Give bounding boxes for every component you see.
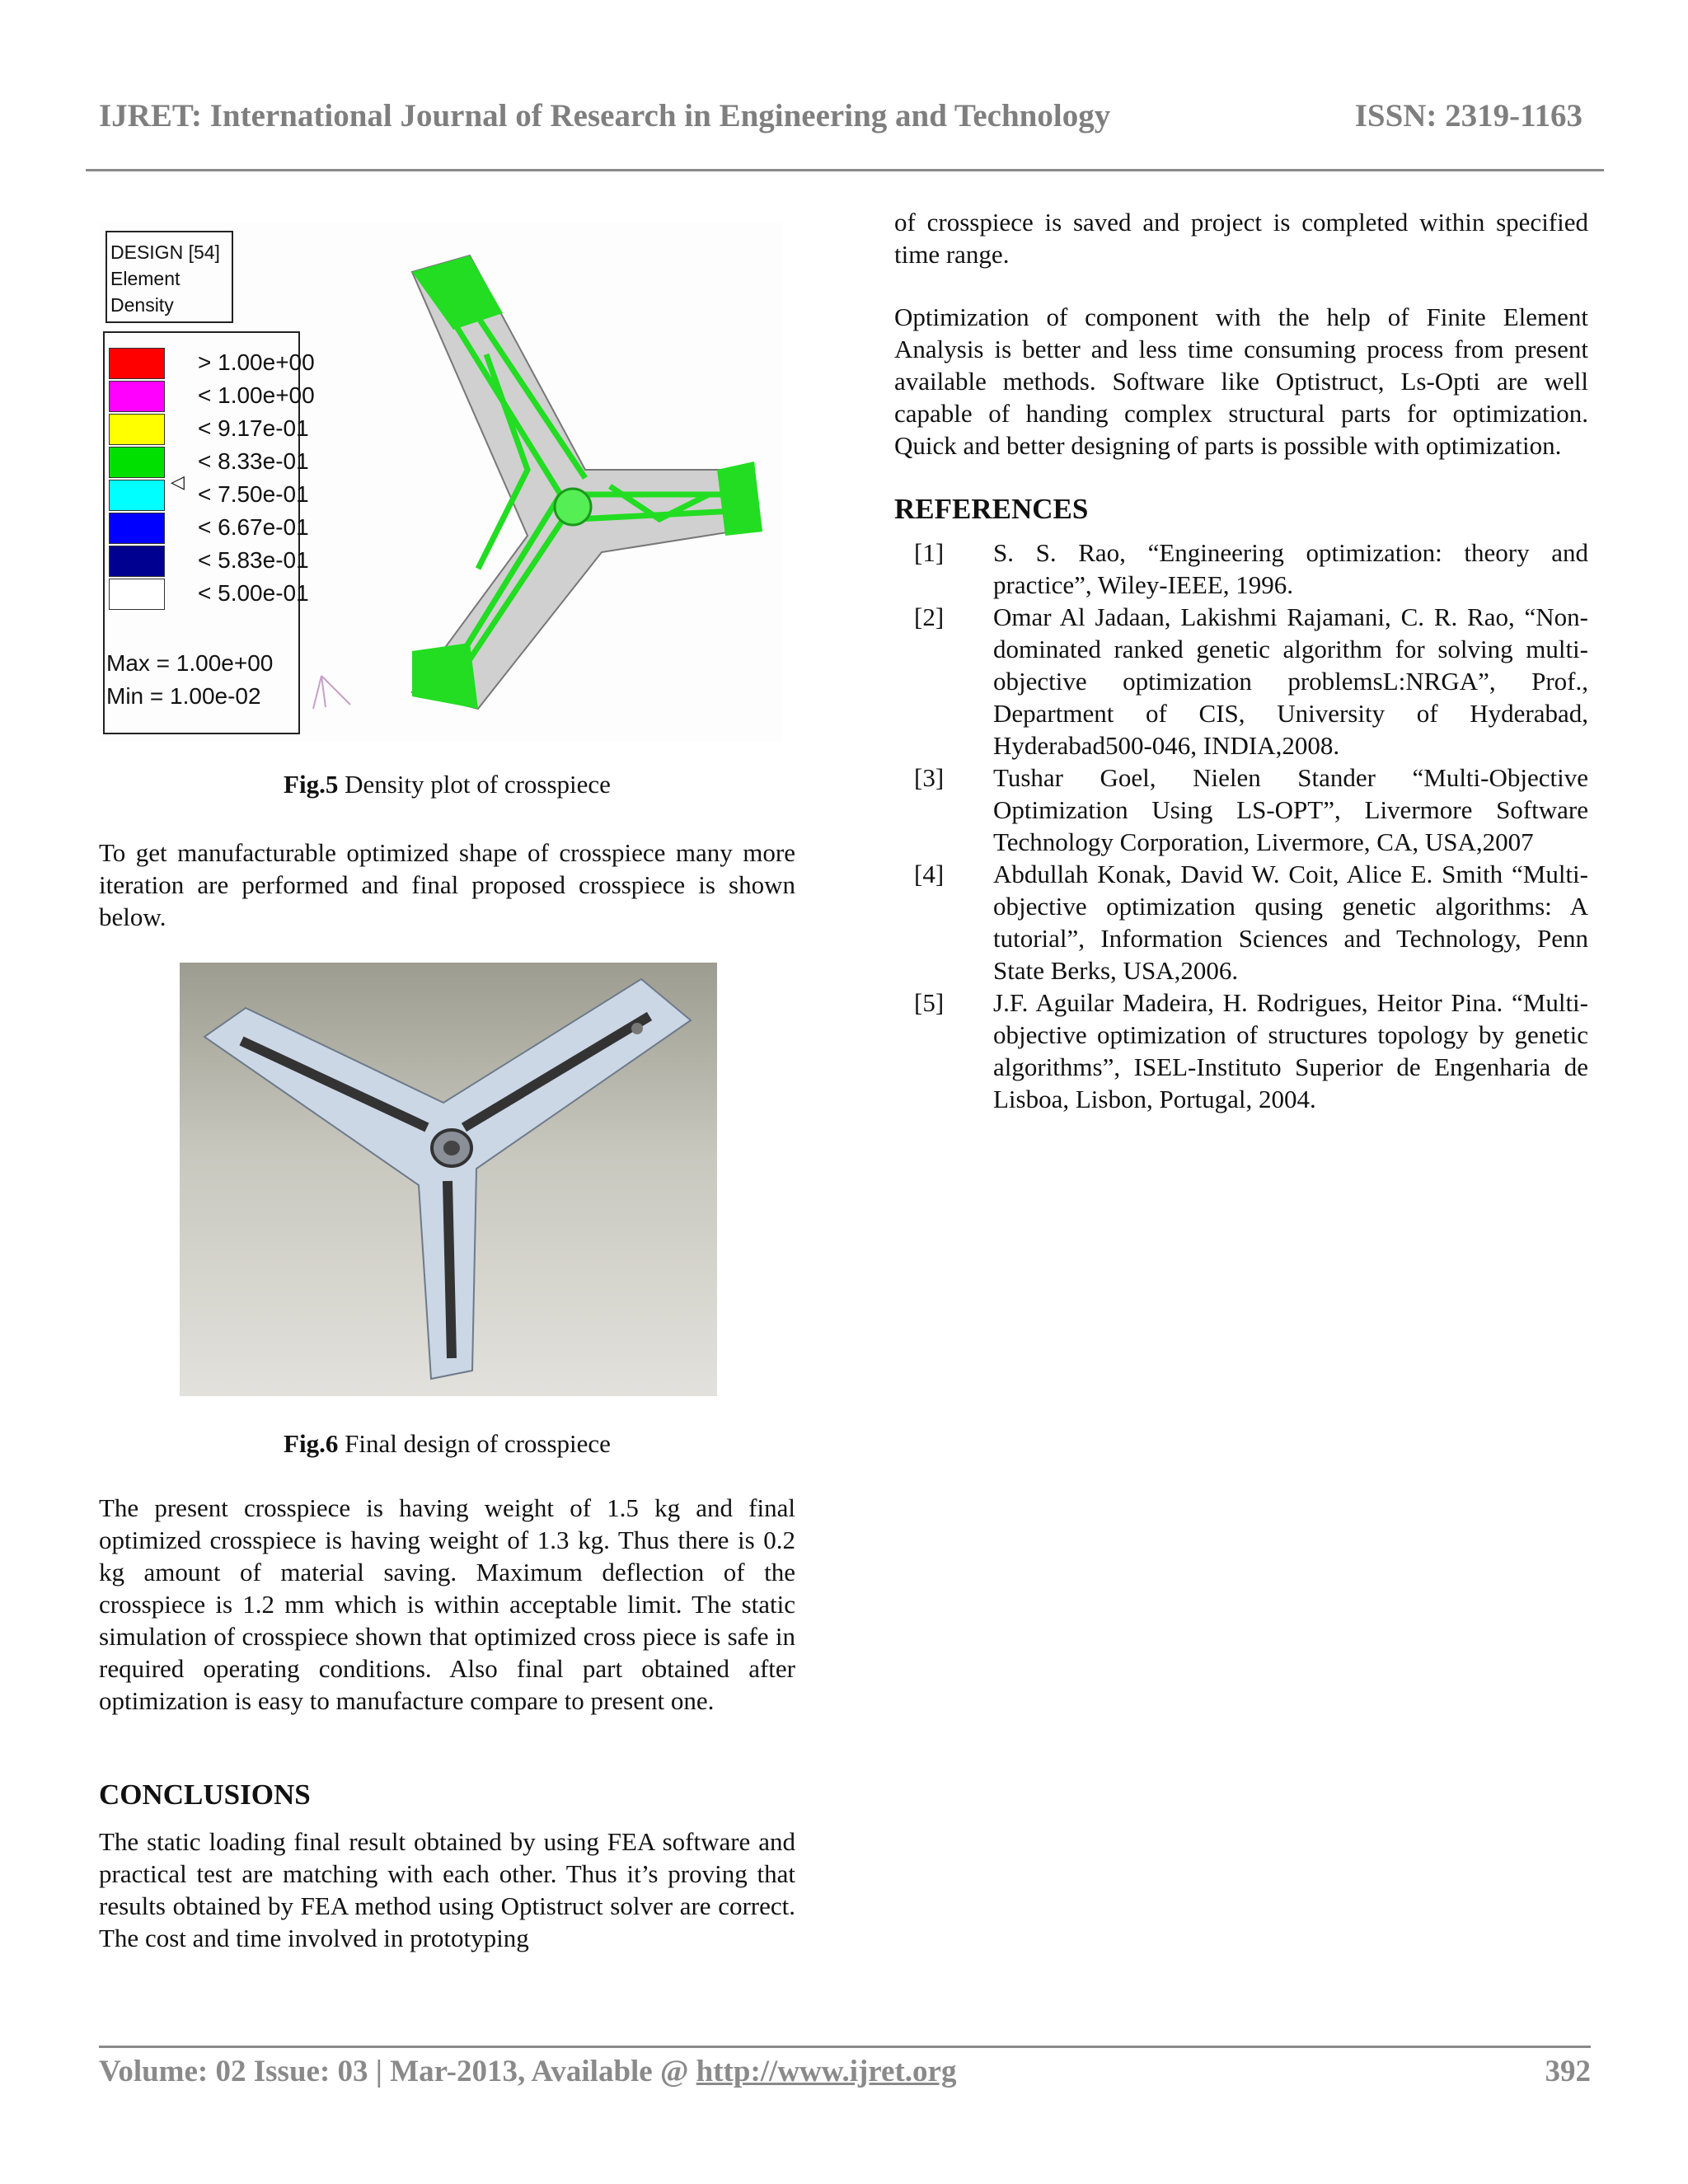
reference-text: Abdullah Konak, David W. Coit, Alice E. Smith “Multi-objective optimization qusing genetic algorithms: A tutorial”, Information Sciences and Technology, Penn State Berks, USA,2006. xyxy=(993,860,1588,985)
legend-swatch xyxy=(109,414,165,445)
crosspiece-final-shape xyxy=(180,963,717,1396)
min-value: Min = 1.00e-02 xyxy=(106,683,261,709)
figure-6-final-design xyxy=(180,963,717,1396)
conclusions-heading: CONCLUSIONS xyxy=(99,1779,311,1811)
reference-item xyxy=(894,762,1588,858)
references-list xyxy=(894,537,1588,1115)
legend-swatch xyxy=(109,381,165,412)
legend-title-box xyxy=(106,231,233,323)
reference-number: [2] xyxy=(914,602,945,631)
legend-swatch xyxy=(109,447,165,478)
legend-label: < 7.50e-01 xyxy=(198,481,309,507)
header-rule xyxy=(86,169,1604,171)
legend-swatch xyxy=(109,513,165,544)
max-value: Max = 1.00e+00 xyxy=(106,650,274,676)
reference-number: [3] xyxy=(914,763,945,792)
reference-item xyxy=(894,987,1588,1115)
legend-label: < 6.67e-01 xyxy=(198,514,309,540)
legend-label: < 5.00e-01 xyxy=(198,580,309,606)
crosspiece-density-shape xyxy=(363,223,824,717)
reference-text: J.F. Aguilar Madeira, H. Rodrigues, Heitor Pina. “Multi-objective optimization of structures topology by genetic algorithms”, ISEL-Instituto Superior de Engenharia de Lisboa, Lisbon, Portugal, 2004. xyxy=(993,988,1588,1113)
reference-text: S. S. Rao, “Engineering optimization: theory and practice”, Wiley-IEEE, 1996. xyxy=(993,538,1588,599)
legend-label: < 9.17e-01 xyxy=(198,415,309,441)
reference-text: Tushar Goel, Nielen Stander “Multi-Objective Optimization Using LS-OPT”, Livermore Software Technology Corporation, Livermore, CA, USA,2007 xyxy=(993,763,1588,856)
legend-swatch xyxy=(109,579,165,610)
journal-title: IJRET: International Journal of Research in Engineering and Technology xyxy=(99,98,1111,134)
legend-label: < 5.83e-01 xyxy=(198,547,309,573)
legend-label: > 1.00e+00 xyxy=(198,349,315,375)
fig5-caption xyxy=(99,768,795,800)
reference-text: Omar Al Jadaan, Lakishmi Rajamani, C. R. Rao, “Non-dominated ranked genetic algorithm for solving multi-objective optimization problemsL:NRGA”, Prof., Department of CIS, University of Hyderabad, Hyderabad500-046, INDIA,2008. xyxy=(993,602,1588,760)
references-heading: REFERENCES xyxy=(894,493,1089,525)
reference-item xyxy=(894,537,1588,601)
fig5-caption-text: Density plot of crosspiece xyxy=(338,770,611,799)
legend-swatch xyxy=(109,480,165,511)
legend-label: < 8.33e-01 xyxy=(198,448,309,474)
fig6-caption-text: Final design of crosspiece xyxy=(338,1429,611,1458)
journal-link[interactable]: http://www.ijret.org xyxy=(696,2055,957,2088)
reference-number: [4] xyxy=(914,860,945,888)
paragraph: Optimization of component with the help of Finite Element Analysis is better and less time consuming process from present available methods. Software like Optistruct, Ls-Opti are well capable of handing complex structural parts for optimization. Quick and better designing of parts is possible with optimization. xyxy=(894,302,1588,460)
page-number: 392 xyxy=(1545,2055,1591,2088)
reference-item xyxy=(894,858,1588,987)
page-footer xyxy=(99,2054,1591,2095)
figure-5-density-plot xyxy=(99,223,783,742)
density-legend xyxy=(103,331,315,734)
fig6-caption xyxy=(99,1427,795,1460)
legend-pointer-icon: ◁ xyxy=(171,471,185,492)
footer-rule xyxy=(99,2046,1591,2048)
fig5-caption-bold: Fig.5 xyxy=(284,770,339,799)
paragraph: of crosspiece is saved and project is completed within specified time range. xyxy=(894,208,1588,269)
legend-swatch xyxy=(109,546,165,577)
reference-number: [5] xyxy=(914,988,945,1017)
reference-item xyxy=(894,601,1588,762)
volume-text: Volume: 02 Issue: 03 | Mar-2013, Available @ xyxy=(99,2055,696,2088)
fig6-caption-bold: Fig.6 xyxy=(284,1429,339,1458)
paragraph: To get manufacturable optimized shape of crosspiece many more iteration are performed and final proposed crosspiece is shown below. xyxy=(99,838,795,931)
left-para-2 xyxy=(99,1492,795,1717)
conclusions-text: The static loading final result obtained by using FEA software and practical test are matching with each other. Thus it’s proving that results obtained by FEA method using Optistruct solver are correct. The cost and time involved in prototyping xyxy=(99,1827,795,1952)
page-header xyxy=(99,97,1582,147)
design-label: DESIGN [54] xyxy=(110,241,220,263)
conclusions-section xyxy=(99,1779,795,1954)
footer-volume xyxy=(99,2055,956,2088)
axis-triad-icon xyxy=(305,668,363,717)
density-label: Element Density xyxy=(110,268,181,316)
reference-number: [1] xyxy=(914,538,945,567)
paragraph: The present crosspiece is having weight of 1.5 kg and final optimized crosspiece is having weight of 1.3 kg. Thus there is 0.2 kg amount of material saving. Maximum deflection of the crosspiece is 1.2 mm which is within acceptable limit. The static simulation of crosspiece shown that optimized cross piece is safe in required operating conditions. Also final part obtained after optimization is easy to manufacture compare to present one. xyxy=(99,1493,795,1715)
right-column xyxy=(894,206,1588,1115)
issn: ISSN: 2319-1163 xyxy=(1354,98,1582,134)
legend-label: < 1.00e+00 xyxy=(198,382,315,408)
left-para-1 xyxy=(99,837,795,933)
legend-swatch xyxy=(109,348,165,379)
